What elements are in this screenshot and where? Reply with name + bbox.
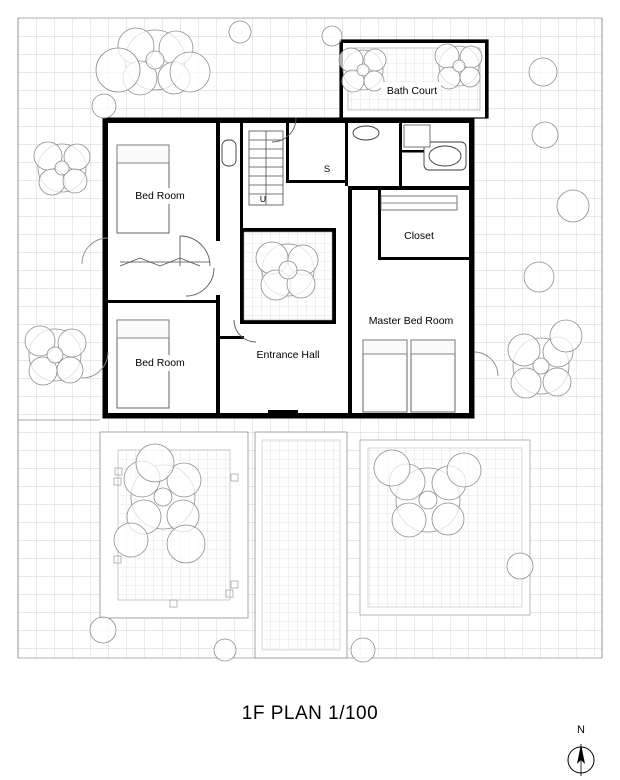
room-label-master-bed-room: Master Bed Room xyxy=(368,315,454,327)
room-label-bed-room-south: Bed Room xyxy=(135,357,185,369)
room-label-storage: S xyxy=(323,164,331,175)
courtyard-tree xyxy=(244,232,332,320)
north-arrow-icon xyxy=(566,736,596,780)
room-label-bath-court: Bath Court xyxy=(386,85,438,97)
room-label-entrance-hall: Entrance Hall xyxy=(256,349,320,361)
room-label-bed-room-north: Bed Room xyxy=(135,190,185,202)
room-label-closet: Closet xyxy=(404,230,434,242)
north-label: N xyxy=(577,724,585,736)
plan-title: 1F PLAN 1/100 xyxy=(241,703,379,724)
room-label-up-stair: U xyxy=(259,194,267,204)
